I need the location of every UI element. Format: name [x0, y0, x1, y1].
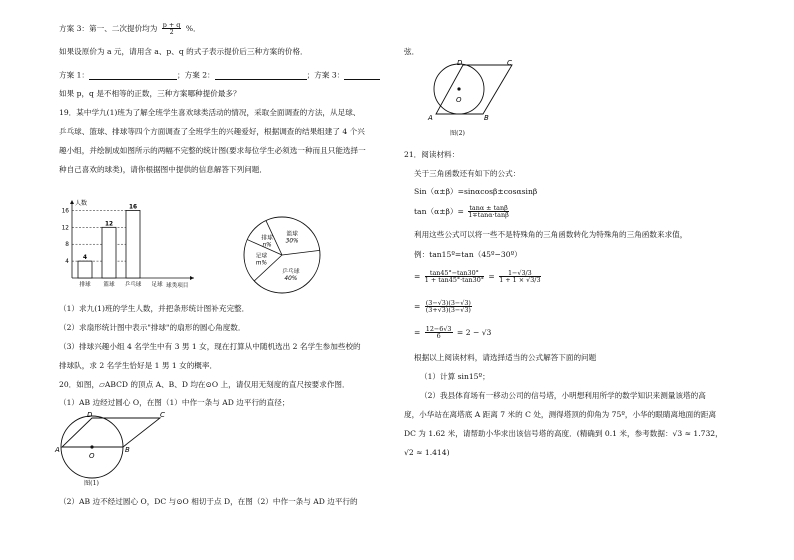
y-axis-label: 人数 — [75, 200, 88, 207]
step1-fraction — [425, 270, 484, 284]
eq-sign: = — [488, 271, 495, 281]
q20-sub1: （1）AB 边经过圆心 O，在图（1）中作一条与 AD 边平行的直径； — [59, 398, 290, 407]
pie-slice-label: 篮球 — [286, 231, 298, 238]
bar-value-label: 12 — [104, 221, 114, 228]
fig1-center-dot — [90, 445, 93, 448]
pie-slice-value: 40% — [284, 275, 298, 282]
fig2-parallelogram — [436, 65, 512, 114]
tan-numerator: tanα ± tanβ — [469, 204, 508, 212]
q21-sub1: （1）计算 sin15º； — [420, 372, 490, 381]
pie-slice-value: m% — [255, 260, 267, 267]
percent-sign: %． — [185, 23, 201, 33]
figure-1 — [52, 410, 168, 488]
fig2-label-d: D — [457, 59, 463, 67]
x-tick-label: 篮球 — [103, 282, 115, 288]
scheme3-fraction — [162, 22, 182, 36]
eq-sign: = — [414, 327, 421, 337]
q20-line1: 20．如图，▱ABCD 的顶点 A、B、D 均在⊙O 上，请仅用无刻度的直尺按要求作图． — [59, 380, 350, 389]
fig2-center-dot — [457, 87, 460, 90]
q19-line3: 趣小组，并绘制成如图所示的两幅不完整的统计图(要求每位学生必须选一种而且只能选择一 — [59, 146, 366, 155]
scheme3-blank[interactable] — [344, 71, 380, 80]
step1b-numerator: 1−√3/3 — [499, 270, 540, 277]
bar-value-label: 16 — [128, 204, 138, 211]
step3-denominator: 6 — [436, 332, 441, 341]
y-axis-arrow — [70, 200, 74, 204]
x-tick-label: 足球 — [151, 282, 163, 288]
scheme3-label: ；方案 3： — [306, 70, 345, 80]
x-tick-label: 乒乓球 — [124, 282, 142, 288]
sin-formula: Sin（α±β）=sinαcosβ±cosαsinβ — [414, 187, 538, 196]
figure-2 — [424, 58, 520, 128]
example-step1 — [414, 270, 543, 284]
fig2-label-c: C — [507, 59, 512, 67]
y-tick-label: 8 — [65, 242, 69, 249]
q21-sub2-line2: 度，小华站在离塔底 A 距离 7 米的 C 处，测得塔顶的仰角为 75º，小华的眼睛离地面的距离 — [404, 410, 717, 419]
tan-formula — [414, 205, 511, 219]
q19-sub1: （1）求九(1)班的学生人数，并把条形统计图补充完整． — [59, 304, 250, 313]
fig1-label-a: A — [55, 446, 60, 454]
bar-2 — [102, 227, 116, 278]
pie-slice-label: 排球 — [261, 235, 273, 242]
q20-sub2: （2）AB 边不经过圆心 O，DC 与⊙O 相切于点 D，在图（2）中作一条与 AD 边平行的 — [59, 497, 358, 506]
x-axis-arrow — [190, 276, 194, 280]
chord-word: 弦． — [404, 47, 420, 56]
q18-ask: 如果设原价为 a 元，请用含 a、p、q 的式子表示提价后三种方案的价格． — [59, 47, 308, 56]
q21-sub2-line4: √2 ≈ 1.414) — [404, 448, 450, 457]
tan-fraction — [468, 205, 508, 219]
step1-numerator: tan45°−tan30° — [425, 270, 484, 277]
q19-sub2: （2）求扇形统计图中表示"排球"的扇形的圆心角度数． — [59, 323, 246, 332]
tan-lhs: tan（α±β）= — [414, 206, 464, 216]
scheme1-blank[interactable] — [89, 71, 177, 80]
fraction-denominator: 2 — [169, 28, 174, 37]
step2-denominator: (3+√3)(3−√3) — [425, 306, 471, 315]
q21-line3: 根据以上阅读材料，请选择适当的公式解答下面的问题 — [414, 353, 597, 362]
example-step2 — [414, 300, 474, 314]
eq-sign: = — [414, 301, 421, 311]
fig2-label-o: O — [456, 96, 462, 104]
q21-sub2-line1: （2）我县体育场有一移动公司的信号塔，小明想利用所学的数学知识来测量该塔的高 — [420, 391, 706, 400]
x-tick-label: 排球 — [79, 282, 91, 288]
step3-fraction — [425, 326, 453, 340]
step2-numerator: (3−√3)(3−√3) — [425, 299, 471, 307]
q19-sub3-line1: （3）排球兴趣小组 4 名学生中有 3 男 1 女，现在打算从中随机选出 2 名学生参加些校的 — [59, 342, 361, 351]
fig1-caption: 图(1) — [84, 480, 99, 487]
y-tick-label: 12 — [61, 225, 69, 232]
scheme3-text: 方案 3：第一、二次提价均为 — [59, 23, 158, 33]
bar-3 — [126, 210, 140, 278]
fig1-label-c: C — [160, 411, 165, 419]
eq-sign: = — [414, 271, 421, 281]
q19-line1: 19．某中学九(1)班为了解全班学生喜欢球类活动的情况，采取全面调查的方法，从足球、 — [59, 108, 361, 117]
q21-sub2-line3: DC 为 1.62 米，请帮助小华求出该信号塔的高度．(精确到 0.1 米，参考数据：√3 ≈ 1.732， — [404, 429, 723, 438]
example-step3 — [414, 326, 491, 340]
scheme1-label: 方案 1： — [59, 70, 90, 80]
q21-line2: 利用这些公式可以将一些不是特殊角的三角函数转化为特殊角的三角函数来求值， — [414, 230, 688, 239]
bar-value-label: 4 — [82, 255, 88, 262]
scheme3-line — [59, 22, 201, 36]
q21-title: 21．阅读材料： — [404, 150, 460, 159]
pie-slice-value: 30% — [285, 238, 299, 245]
y-tick-label: 16 — [61, 208, 69, 215]
q19-line2: 乒乓球、篮球、排球等四个方面调查了全班学生的兴趣爱好，根据调查的结果组建了 4 个兴 — [59, 127, 365, 136]
fraction-numerator: p + q — [162, 21, 181, 29]
q19-sub3-line2: 排球队，求 2 名学生恰好是 1 男 1 女的概率． — [59, 361, 218, 370]
step2-fraction — [425, 300, 472, 314]
step3-result: = 2 − √3 — [456, 327, 492, 337]
bar-1 — [78, 261, 92, 278]
tan-denominator: 1∓tanα·tanβ — [468, 211, 509, 220]
pie-slice-value: n% — [262, 242, 272, 249]
scheme2-label: ；方案 2： — [177, 70, 215, 80]
bar-chart — [58, 194, 218, 290]
scheme2-blank[interactable] — [215, 71, 307, 80]
fig2-caption: 图(2) — [450, 130, 465, 137]
step1b-denominator: 1 + 1 × √3/3 — [499, 276, 541, 285]
q19-line4: 种自己喜欢的球类)，请你根据图中提供的信息解答下列问题． — [59, 165, 267, 174]
example-line: 例：tan15º=tan（45º−30º） — [414, 250, 522, 259]
pie-chart — [232, 212, 336, 298]
q18-which: 如果 p，q 是不相等的正数，三种方案哪种提价最多？ — [59, 89, 241, 98]
pie-slice-label: 足球 — [255, 253, 268, 260]
fig1-label-o: O — [89, 452, 95, 460]
x-axis-label: 球类项目 — [166, 283, 189, 289]
q21-line1: 关于三角函数还有如下的公式： — [414, 169, 521, 178]
q18-answer-line — [59, 71, 380, 80]
fig2-label-b: B — [484, 114, 489, 122]
fig1-label-b: B — [125, 446, 130, 454]
step3-numerator: 12−6√3 — [425, 325, 452, 333]
pie-slice-label: 乒乓球 — [282, 268, 300, 275]
fig1-label-d: D — [87, 411, 93, 419]
step1-denominator: 1 + tan45°·tan30° — [424, 276, 484, 285]
fig2-label-a: A — [428, 114, 433, 122]
y-tick-label: 4 — [65, 259, 69, 266]
step1b-fraction — [499, 270, 540, 284]
